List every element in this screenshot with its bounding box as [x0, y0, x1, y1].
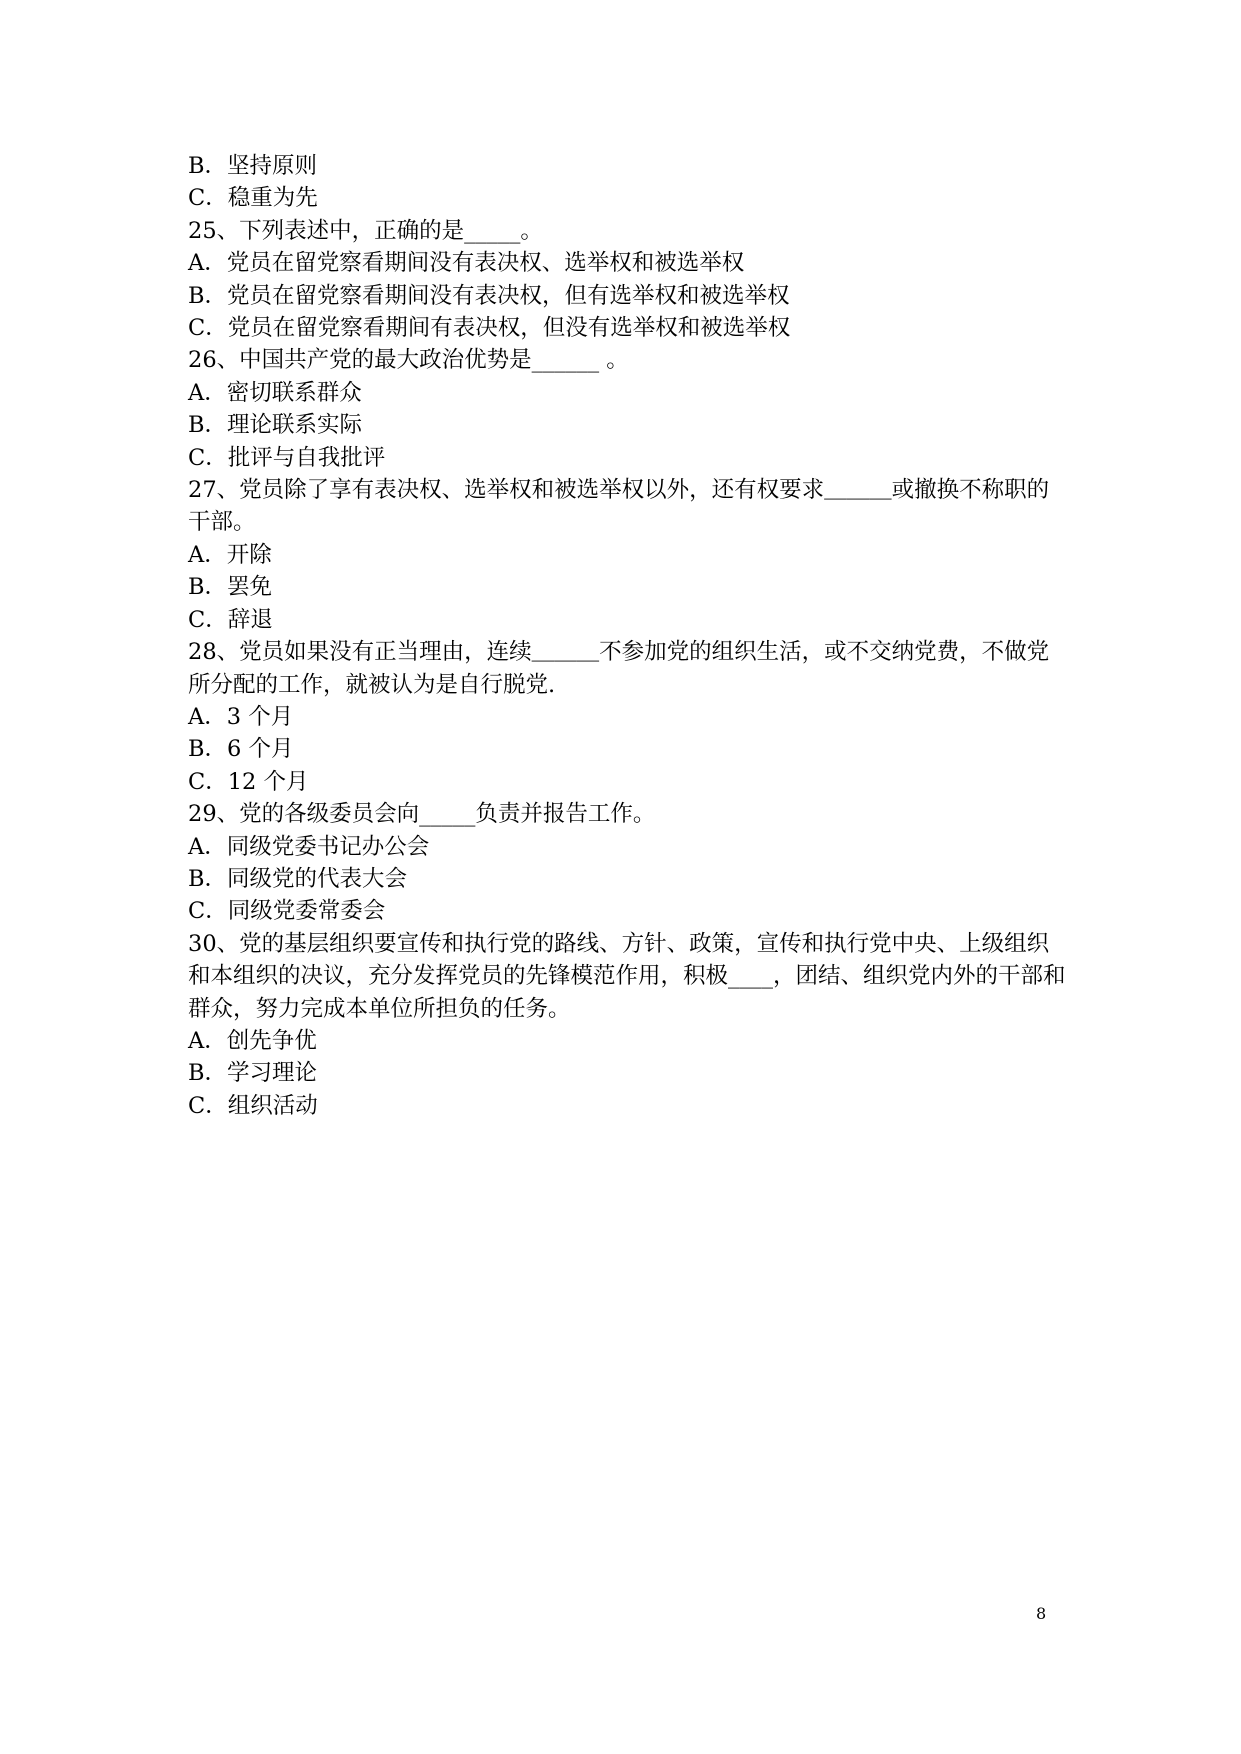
option-line: B．党员在留党察看期间没有表决权，但有选举权和被选举权: [188, 282, 790, 309]
option-line: A．密切联系群众: [188, 379, 362, 406]
option-line: B．学习理论: [188, 1060, 318, 1087]
question-line: 30、党的基层组织要宣传和执行党的路线、方针、政策，宣传和执行党中央、上级组织和本组织的决议，充分发挥党员的先锋模范作用，积极____，团结、组织党内外的干部和群众，努力完成本单位所担负的任务。: [188, 930, 1066, 1022]
option-line: C．组织活动: [188, 1092, 318, 1119]
option-line: A．3 个月: [188, 703, 294, 730]
option-line: B．同级党的代表大会: [188, 865, 408, 892]
question-line: 25、下列表述中，正确的是_____。: [188, 217, 543, 244]
option-line: B．坚持原则: [188, 153, 318, 179]
option-line: B．6 个月: [188, 736, 294, 763]
question-line: 29、党的各级委员会向_____负责并报告工作。: [188, 801, 656, 828]
option-line: A．开除: [188, 541, 272, 568]
option-line: A．党员在留党察看期间没有表决权、选举权和被选举权: [188, 250, 745, 277]
page-number: 8: [1036, 1604, 1047, 1623]
question-line: 27、党员除了享有表决权、选举权和被选举权以外，还有权要求＿＿＿或撤换不称职的干部。: [188, 477, 1050, 536]
option-line: B．罢免: [188, 574, 273, 601]
option-line: B．理论联系实际: [188, 412, 363, 439]
option-line: A．创先争优: [188, 1027, 317, 1054]
option-line: C．稳重为先: [188, 185, 318, 212]
question-line: 28、党员如果没有正当理由，连续＿＿＿不参加党的组织生活，或不交纳党费，不做党所分配的工作，就被认为是自行脱党.: [188, 639, 1050, 698]
question-line: 26、中国共产党的最大政治优势是______ 。: [188, 347, 629, 374]
option-line: C．批评与自我批评: [188, 444, 386, 471]
option-line: C．辞退: [188, 606, 273, 633]
option-line: C．12 个月: [188, 768, 309, 795]
option-line: A．同级党委书记办公会: [188, 833, 430, 860]
question-list: [188, 150, 1068, 1122]
option-line: C．同级党委常委会: [188, 898, 386, 925]
option-line: C．党员在留党察看期间有表决权，但没有选举权和被选举权: [188, 315, 791, 342]
